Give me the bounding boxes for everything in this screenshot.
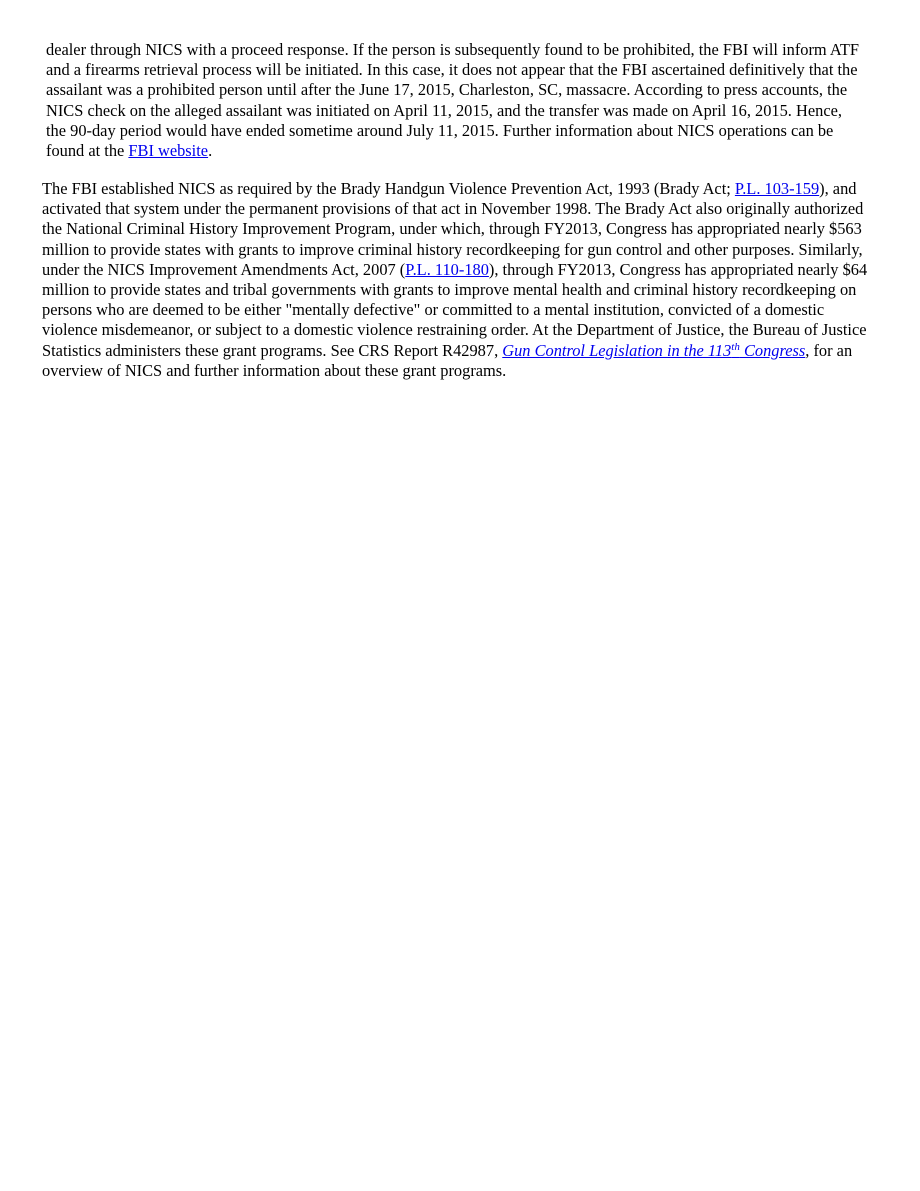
crs-report-link-title: Gun Control Legislation in the 113 bbox=[502, 340, 732, 360]
paragraph-text: , for an overview of NICS and further information about these grant programs. bbox=[42, 340, 853, 380]
paragraph-nics-retrieval bbox=[46, 40, 866, 161]
crs-report-link-title-end: Congress bbox=[739, 340, 806, 360]
paragraph-text: The FBI established NICS as required by the Brady Handgun Violence Prevention Act, 1993 (Brady Act; bbox=[42, 179, 735, 198]
paragraph-text: dealer through NICS with a proceed response. If the person is subsequently found to be prohibited, the FBI will inform ATF and a firearms retrieval process will be initiated. In this case, it does not appear that the FBI ascertained definitively that the assailant was a prohibited person until after the June 17, 2015, Charleston, SC, massacre. According to press accounts, the NICS check on the alleged assailant was initiated on April 11, 2015, and the transfer was made on April 16, 2015. Hence, the 90-day period would have ended sometime around July 11, 2015. Further information about NICS operations can be found at the bbox=[46, 40, 860, 161]
pl-103-159-link[interactable]: P.L. 103-159 bbox=[734, 179, 820, 198]
paragraph-nics-history bbox=[42, 179, 878, 381]
paragraph-text: . bbox=[208, 141, 213, 161]
pl-110-180-link[interactable]: P.L. 110-180 bbox=[405, 259, 489, 279]
paragraph-text: ), and activated that system under the permanent provisions of that act in November 1998. The Brady Act also originally authorized the National Criminal History Improvement Program, under which, through FY2013, Congress has appropriated nearly $563 million to provide states with grants to improve criminal history recordkeeping for gun control and other purposes. Similarly, under the NICS Improvement Amendments Act, 2007 ( bbox=[42, 179, 864, 279]
crs-report-link[interactable] bbox=[502, 341, 805, 360]
paragraph-text: ), through FY2013, Congress has appropriated nearly $64 million to provide states and tribal governments with grants to improve mental health and criminal history recordkeeping on persons who are deemed to be either "mentally defective" or committed to a mental institution, convicted of a domestic violence misdemeanor, or subject to a domestic violence restraining order. At the Department of Justice, the Bureau of Justice Statistics administers these grant programs. See CRS Report R42987, bbox=[42, 259, 868, 360]
crs-report-link-superscript: th bbox=[731, 340, 740, 353]
fbi-website-link[interactable]: FBI website bbox=[128, 141, 209, 161]
